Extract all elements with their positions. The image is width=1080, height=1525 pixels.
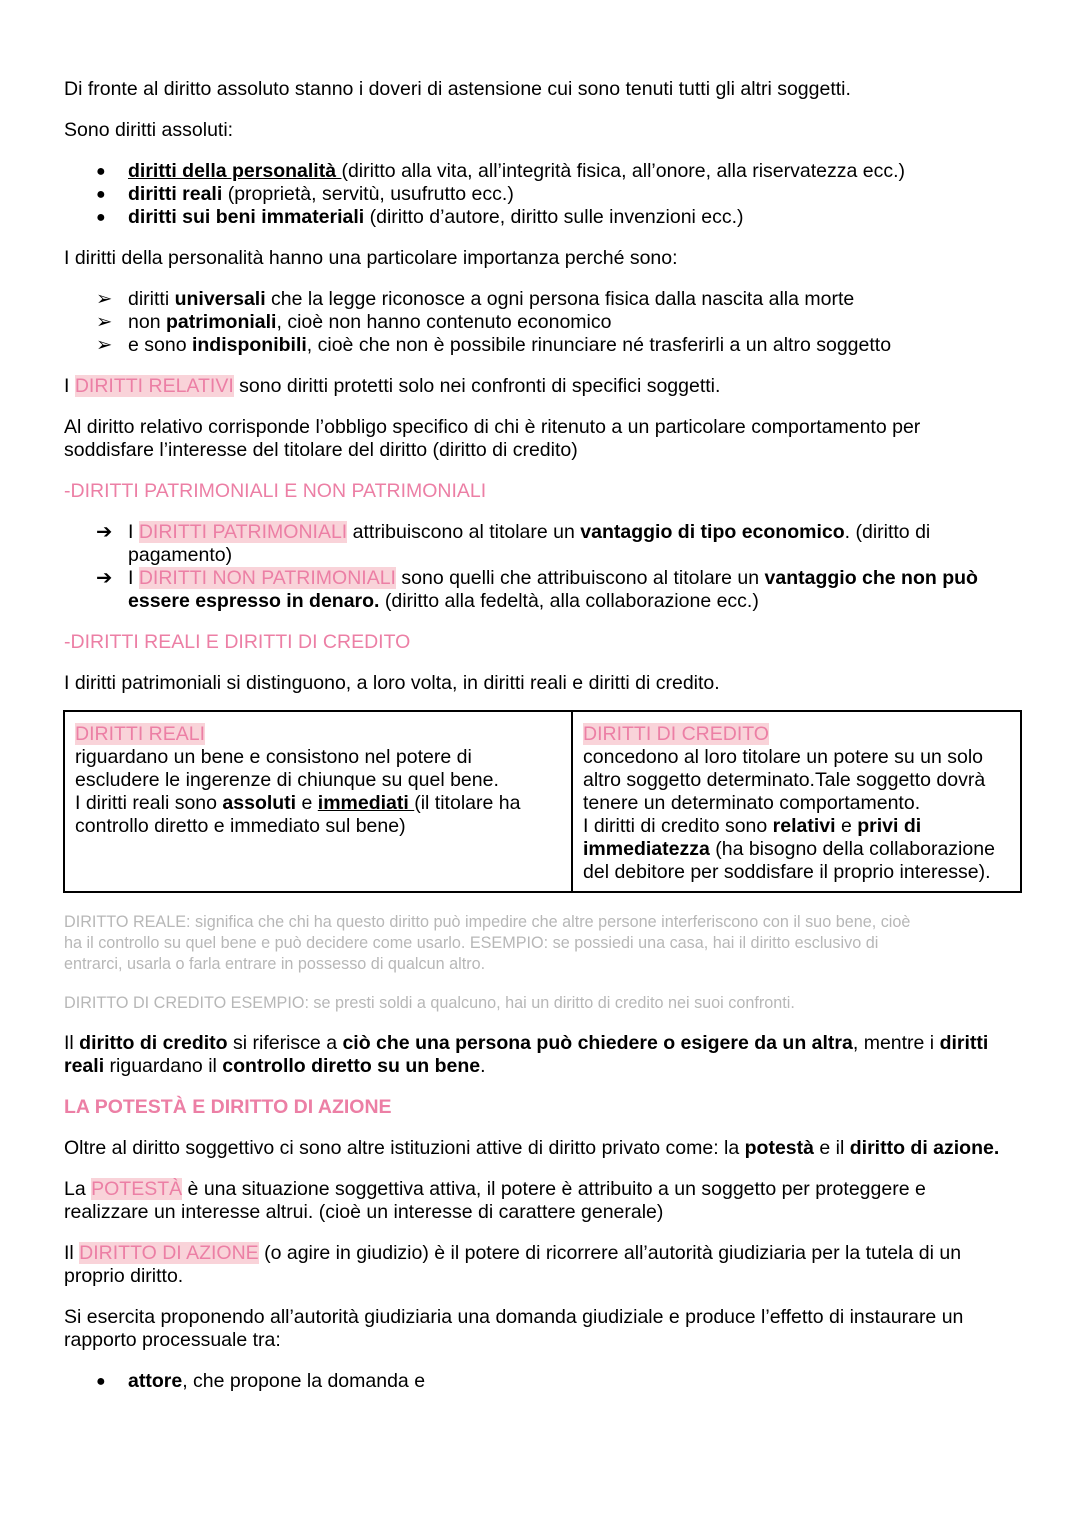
relative-paragraph-line-1: Al diritto relativo corrisponde l’obbligo specifico di chi è ritenuto a un particolare comportamento per <box>64 416 921 438</box>
summary-line-1: Il diritto di credito si riferisce a ciò che una persona può chiedere o esigere da un altra, mentre i diritti <box>64 1032 989 1054</box>
potesta-paragraph-line-2: realizzare un interesse altrui. (cioè un interesse di carattere generale) <box>64 1201 664 1223</box>
potesta-intro: Oltre al diritto soggettivo ci sono altre istituzioni attive di diritto privato come: la potestà e il diritto di azione. <box>64 1137 1000 1159</box>
section-heading-patrimonial: -DIRITTI PATRIMONIALI E NON PATRIMONIALI <box>64 480 487 502</box>
patrimonial-item-2: I DIRITTI NON PATRIMONIALI sono quelli che attribuiscono al titolare un vantaggio che non può <box>128 567 978 589</box>
patrimonial-item-1: I DIRITTI PATRIMONIALI attribuiscono al titolare un vantaggio di tipo economico. (diritto di <box>128 521 931 543</box>
note-real-line-3: entrarci, usarla o farla entrare in possesso di qualcun altro. <box>64 955 486 973</box>
highlight-term: DIRITTI PATRIMONIALI <box>138 521 348 543</box>
exercise-paragraph-line-2: rapporto processuale tra: <box>64 1329 281 1351</box>
comparison-table <box>63 710 1022 893</box>
exercise-paragraph-line-1: Si esercita proponendo all’autorità giudiziaria una domanda giudiziale e produce l’effetto di instaurare un <box>64 1306 964 1328</box>
arrow-right-icon: ➔ <box>96 521 113 543</box>
bullet-icon: ● <box>96 209 106 226</box>
table-row <box>64 711 1021 892</box>
personality-item-indisponibili: e sono indisponibili, cioè che non è possibile rinunciare né trasferirli a un altro soggetto <box>128 334 892 356</box>
intro-line-1: Di fronte al diritto assoluto stanno i doveri di astensione cui sono tenuti tutti gli altri soggetti. <box>64 78 851 100</box>
potesta-paragraph-line-1: La POTESTÀ è una situazione soggettiva attiva, il potere è attribuito a un soggetto per proteggere e <box>64 1178 926 1200</box>
table-cell-credit-rights: DIRITTI DI CREDITO concedono al loro titolare un potere su un solo altro soggetto determinato.Tale soggetto dovrà tenere un determinato comportamento. I diritti di credito sono relativi e privi di immediatezza (ha bisogno della collaborazione del debitore per soddisfare il proprio interesse). <box>572 711 1021 892</box>
section-heading-potesta: LA POTESTÀ E DIRITTO DI AZIONE <box>64 1096 392 1118</box>
summary-line-2: reali riguardano il controllo diretto su un bene. <box>64 1055 486 1077</box>
list-item-attore: attore, che propone la domanda e <box>128 1370 426 1392</box>
personality-item-universal: diritti universali che la legge riconosce a ogni persona fisica dalla nascita alla morte <box>128 288 855 310</box>
list-item-real-rights: diritti reali (proprietà, servitù, usufrutto ecc.) <box>128 183 514 205</box>
arrow-bullet-icon: ➢ <box>96 334 113 356</box>
highlight-term: DIRITTO DI AZIONE <box>79 1242 259 1264</box>
azione-paragraph-line-1: Il DIRITTO DI AZIONE (o agire in giudizio) è il potere di ricorrere all’autorità giudiziaria per la tutela di un <box>64 1242 962 1264</box>
relative-rights-line: I DIRITTI RELATIVI sono diritti protetti solo nei confronti di specifici soggetti. <box>64 375 721 397</box>
personality-intro: I diritti della personalità hanno una particolare importanza perché sono: <box>64 247 678 269</box>
note-credit: DIRITTO DI CREDITO ESEMPIO: se presti soldi a qualcuno, hai un diritto di credito nei suoi confronti. <box>64 994 795 1012</box>
highlight-term: POTESTÀ <box>91 1178 183 1200</box>
list-item-personality: diritti della personalità (diritto alla vita, all’integrità fisica, all’onore, alla riservatezza ecc.) <box>128 160 906 182</box>
real-credit-intro: I diritti patrimoniali si distinguono, a loro volta, in diritti reali e diritti di credito. <box>64 672 720 694</box>
note-real-line-1: DIRITTO REALE: significa che chi ha questo diritto può impedire che altre persone interferiscono con il suo bene, cioè <box>64 913 911 931</box>
patrimonial-item-1-cont: pagamento) <box>128 544 233 566</box>
bullet-icon: ● <box>96 163 106 180</box>
table-title-credit: DIRITTI DI CREDITO <box>583 723 769 745</box>
highlight-term: DIRITTI NON PATRIMONIALI <box>138 567 396 589</box>
table-title-real: DIRITTI REALI <box>75 723 206 745</box>
relative-paragraph-line-2: soddisfare l’interesse del titolare del diritto (diritto di credito) <box>64 439 578 461</box>
list-item-immaterial: diritti sui beni immateriali (diritto d’autore, diritto sulle invenzioni ecc.) <box>128 206 744 228</box>
personality-item-non-patrimonial: non patrimoniali, cioè non hanno contenuto economico <box>128 311 612 333</box>
highlight-term: DIRITTI RELATIVI <box>74 375 234 397</box>
intro-line-2: Sono diritti assoluti: <box>64 119 234 141</box>
azione-paragraph-line-2: proprio diritto. <box>64 1265 184 1287</box>
section-heading-real-credit: -DIRITTI REALI E DIRITTI DI CREDITO <box>64 631 411 653</box>
note-real-line-2: ha il controllo su quel bene e può decidere come usarlo. ESEMPIO: se possiedi una casa, hai il diritto esclusivo di <box>64 934 879 952</box>
table-cell-real-rights: DIRITTI REALI riguardano un bene e consistono nel potere di escludere le ingerenze di chiunque su quel bene. I diritti reali sono assoluti e immediati (il titolare ha controllo diretto e immediato sul bene) <box>64 711 572 892</box>
arrow-bullet-icon: ➢ <box>96 311 113 333</box>
bullet-icon: ● <box>96 1373 106 1390</box>
arrow-bullet-icon: ➢ <box>96 288 113 310</box>
bullet-icon: ● <box>96 186 106 203</box>
patrimonial-item-2-cont: essere espresso in denaro. (diritto alla fedeltà, alla collaborazione ecc.) <box>128 590 759 612</box>
arrow-right-icon: ➔ <box>96 567 113 589</box>
